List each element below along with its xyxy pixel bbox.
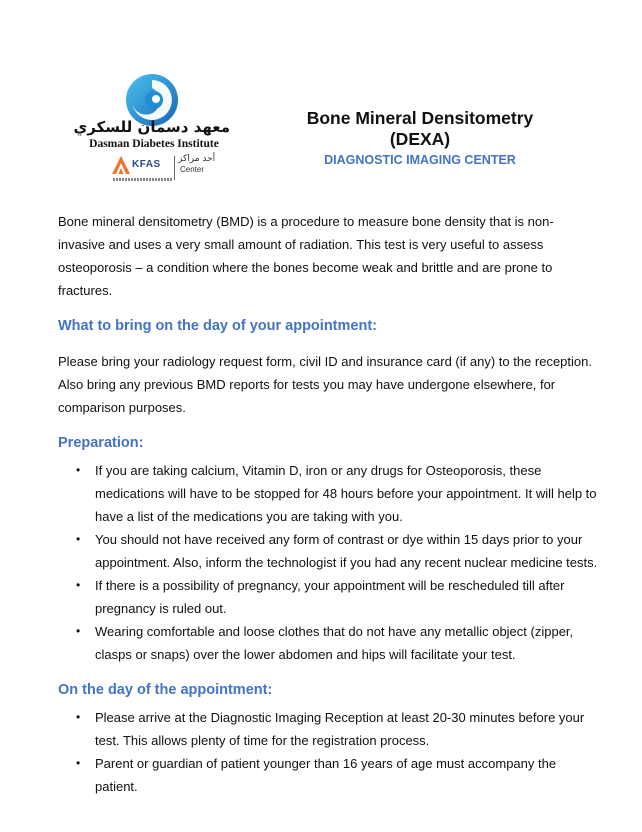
document-subtitle: DIAGNOSTIC IMAGING CENTER bbox=[324, 153, 516, 167]
preparation-list bbox=[58, 459, 598, 666]
preparation-heading: Preparation: bbox=[58, 435, 144, 451]
document-title-line2: (DEXA) bbox=[389, 129, 451, 149]
bullet-icon: • bbox=[76, 463, 81, 477]
preparation-item-text: You should not have received any form of contrast or dye within 15 days prior to your appointment. Also, inform the technologist if you had any recent nuclear medicine tests. bbox=[95, 532, 598, 570]
institute-arabic-name: معهد دسمان للسكري bbox=[73, 118, 230, 136]
day-of-item bbox=[58, 706, 598, 752]
kfas-logo bbox=[110, 154, 220, 184]
institute-logo bbox=[74, 72, 234, 190]
preparation-item bbox=[58, 459, 598, 528]
bullet-icon: • bbox=[76, 578, 81, 592]
bullet-icon: • bbox=[76, 624, 81, 638]
center-english-label: Center bbox=[180, 165, 205, 174]
kfas-label: KFAS bbox=[132, 159, 161, 170]
day-of-list bbox=[58, 706, 598, 798]
kfas-subtext-decoration bbox=[113, 178, 173, 181]
bullet-icon: • bbox=[76, 532, 81, 546]
preparation-item bbox=[58, 620, 598, 666]
preparation-item-text: If there is a possibility of pregnancy, your appointment will be rescheduled till after pregnancy is ruled out. bbox=[95, 578, 565, 616]
intro-paragraph: Bone mineral densitometry (BMD) is a procedure to measure bone density that is non-invasive and uses a very small amount of radiation. This test is very useful to assess osteoporosis – a condition where the bones become weak and brittle and are prone to fractures. bbox=[58, 214, 554, 298]
preparation-item-text: If you are taking calcium, Vitamin D, iron or any drugs for Osteoporosis, these medications will have to be stopped for 48 hours before your appointment. It will help to have a list of the medications you are taking with you. bbox=[95, 463, 597, 524]
day-of-heading: On the day of the appointment: bbox=[58, 682, 273, 698]
bring-paragraph: Please bring your radiology request form, civil ID and insurance card (if any) to the reception. Also bring any previous BMD reports for tests you may have undergone elsewhere, for comparison purposes. bbox=[58, 354, 592, 415]
bullet-icon: • bbox=[76, 710, 81, 724]
bullet-icon: • bbox=[76, 756, 81, 770]
logo-divider bbox=[174, 156, 175, 180]
institute-english-name: Dasman Diabetes Institute bbox=[89, 138, 219, 150]
kfas-emblem-icon bbox=[110, 154, 132, 176]
day-of-item-text: Please arrive at the Diagnostic Imaging Reception at least 20-30 minutes before your test. This allows plenty of time for the registration process. bbox=[95, 710, 585, 748]
bring-heading: What to bring on the day of your appointment: bbox=[58, 318, 377, 334]
preparation-item bbox=[58, 574, 598, 620]
document-title-block bbox=[280, 108, 560, 167]
day-of-item-text: Parent or guardian of patient younger than 16 years of age must accompany the patient. bbox=[95, 756, 557, 794]
preparation-item-text: Wearing comfortable and loose clothes that do not have any metallic object (zipper, clasps or snaps) over the lower abdomen and hips will facilitate your test. bbox=[95, 624, 574, 662]
document-title-line1: Bone Mineral Densitometry bbox=[306, 108, 534, 128]
day-of-item bbox=[58, 752, 598, 798]
document-body bbox=[58, 210, 598, 798]
center-arabic-label: أحد مراكز bbox=[178, 154, 216, 164]
preparation-item bbox=[58, 528, 598, 574]
